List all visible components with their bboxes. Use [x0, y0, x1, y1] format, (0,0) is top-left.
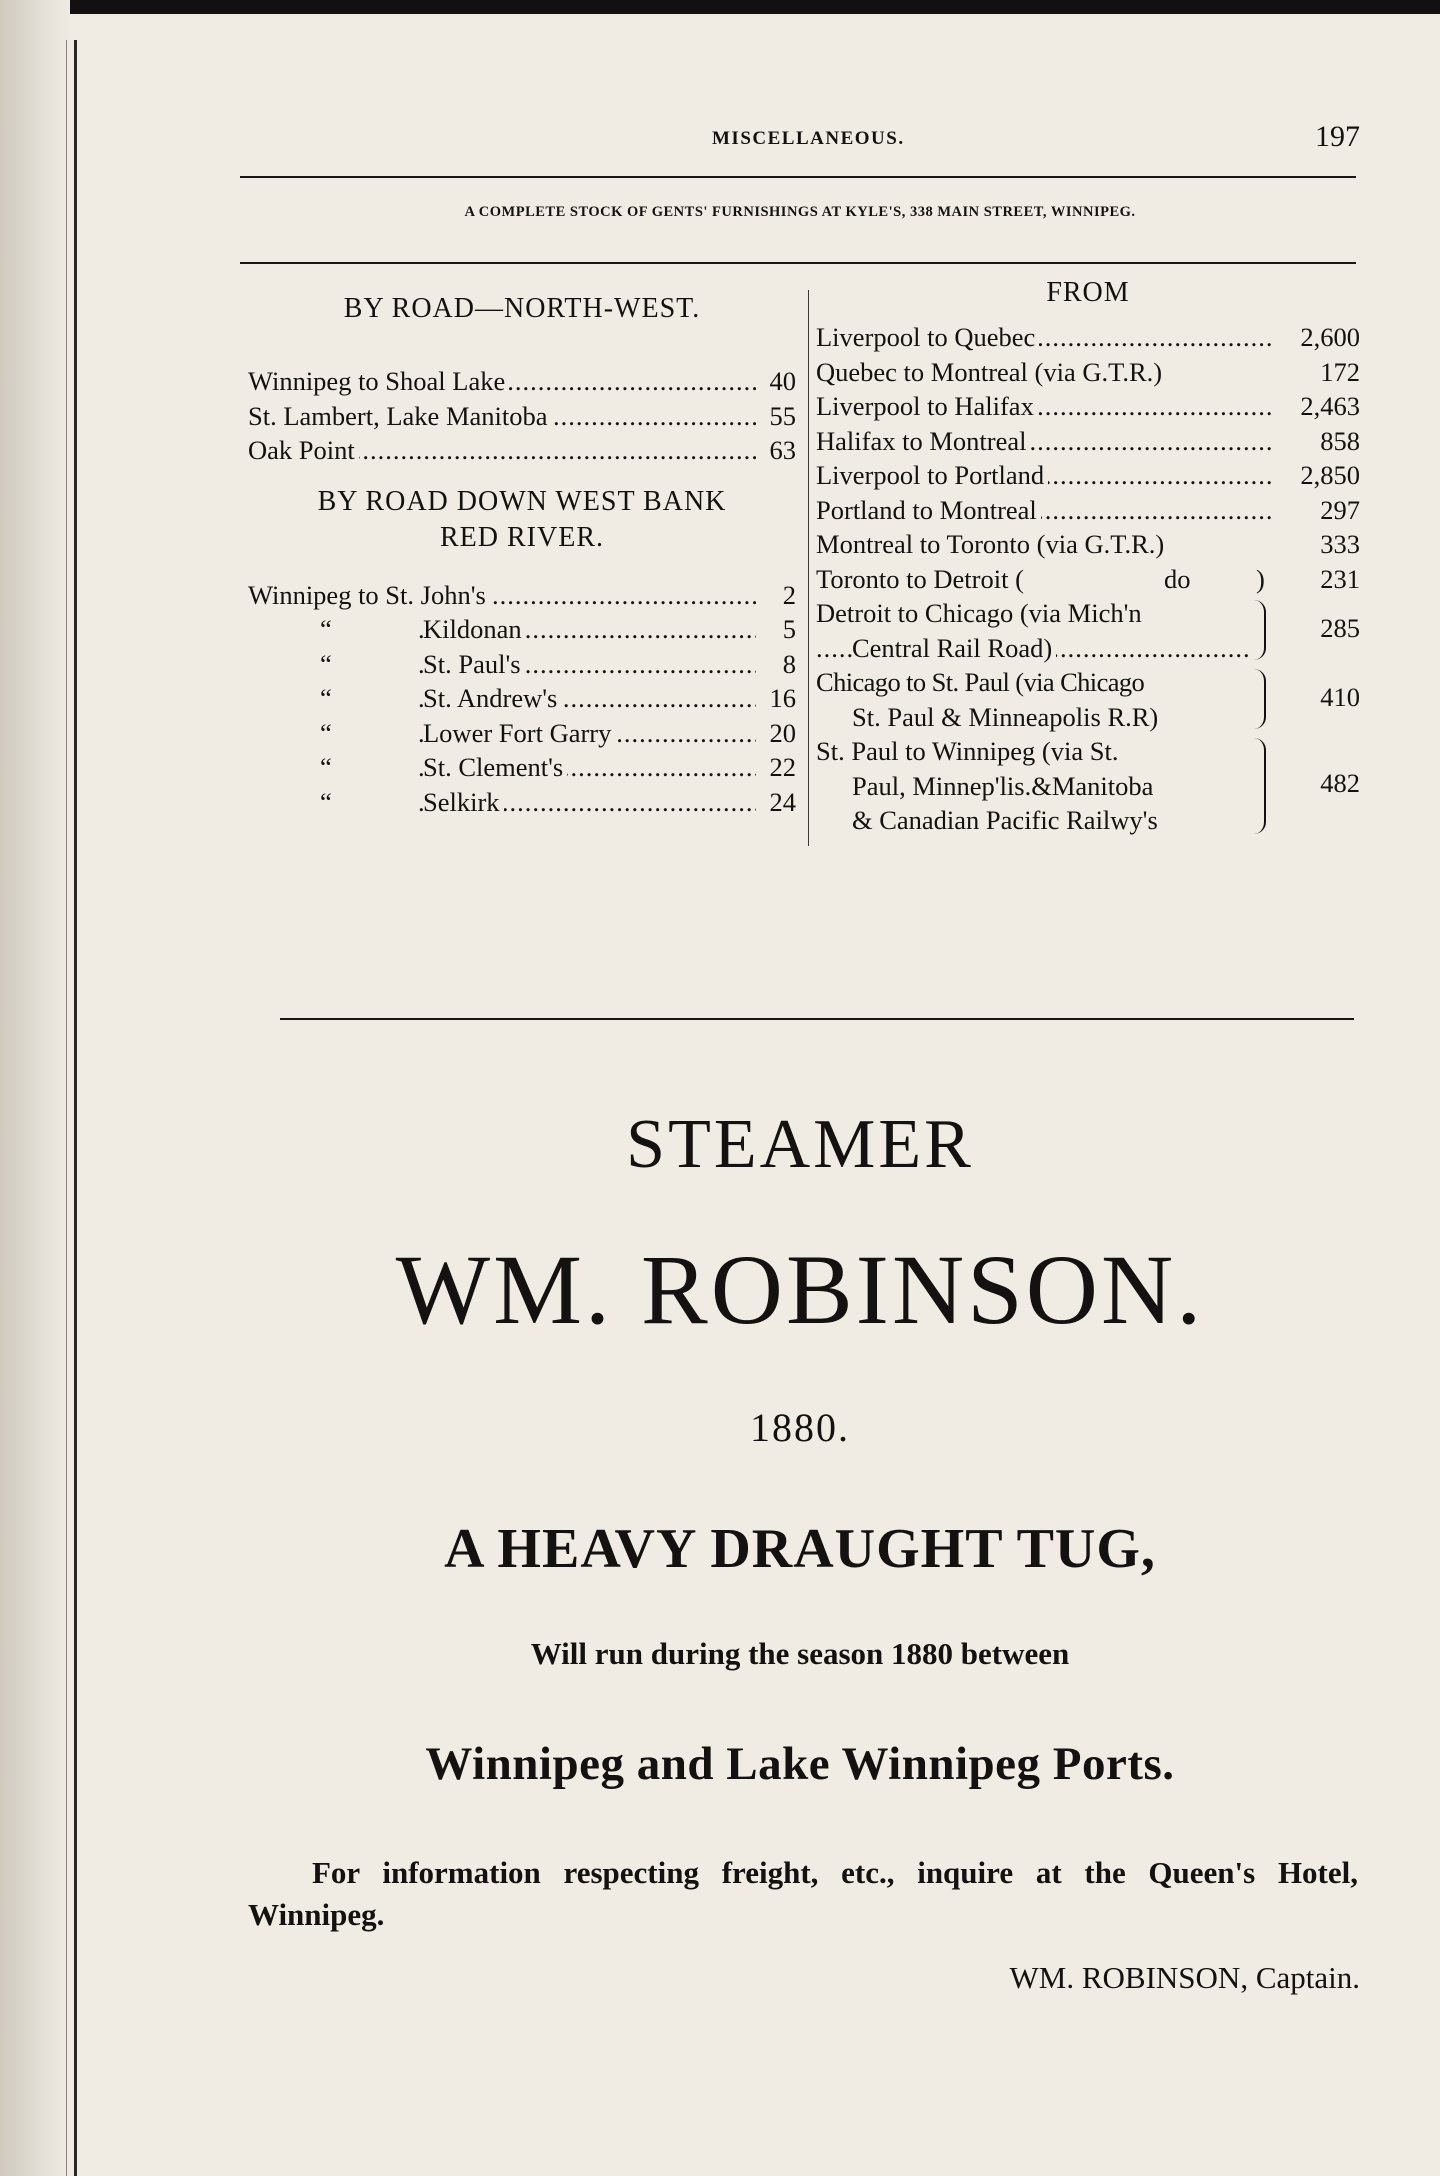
- route-group: [816, 665, 1360, 734]
- distance-row: [248, 681, 796, 716]
- route-distance: 297: [1314, 493, 1360, 528]
- route-name: Quebec to Montreal (via G.T.R.): [816, 355, 1166, 390]
- page-header: [240, 120, 1360, 160]
- route-distance: 285: [1314, 613, 1360, 644]
- distance-value: 55: [764, 399, 797, 434]
- heading-west-bank-1: BY ROAD DOWN WEST BANK: [317, 485, 727, 517]
- route-distance: 172: [1314, 355, 1360, 390]
- route-row: [816, 320, 1360, 355]
- route-group: [816, 734, 1360, 838]
- place-name: St. Clement's: [423, 750, 567, 785]
- distance-value: 63: [764, 433, 797, 468]
- advert-rule: [240, 262, 1356, 264]
- ditto-mark: “: [320, 648, 332, 679]
- distance-row: [248, 647, 796, 682]
- heading-road-north-west: BY ROAD—NORTH-WEST.: [343, 293, 701, 324]
- distance-value: 20: [764, 716, 797, 751]
- route-name: Toronto to Detroit (: [816, 562, 1028, 597]
- route-line: [816, 769, 1360, 804]
- header-rule: [240, 176, 1356, 178]
- book-page: [240, 0, 1360, 2176]
- book-spine-shadow: [0, 0, 70, 2176]
- ditto-mark: “: [320, 752, 332, 782]
- distance-row: [248, 716, 796, 751]
- route-line: [816, 700, 1360, 735]
- ad-steamer: STEAMER: [626, 1106, 974, 1183]
- route-row: [816, 424, 1360, 459]
- brace-mark: [1254, 738, 1266, 834]
- place-name: Kildonan: [423, 612, 526, 647]
- route-name: Chicago to St. Paul (via Chicago: [816, 665, 1148, 700]
- route-name: Portland to Montreal: [816, 493, 1041, 528]
- ad-tagline: A HEAVY DRAUGHT TUG,: [444, 1518, 1156, 1580]
- route-name: Paul, Minnep'lis.&Manitoba: [852, 769, 1157, 804]
- heading-from: FROM: [1046, 277, 1130, 308]
- distance-row: [248, 785, 796, 820]
- ad-vessel-name: WM. ROBINSON.: [395, 1234, 1205, 1345]
- distance-row: [248, 612, 796, 647]
- route-ditto: do: [1164, 563, 1191, 594]
- place-name: Selkirk: [423, 785, 504, 820]
- route-name: Liverpool to Quebec: [816, 320, 1039, 355]
- distance-row: [248, 364, 796, 399]
- route-name: Liverpool to Portland: [816, 458, 1048, 493]
- brace-mark: [1254, 669, 1266, 729]
- route-row: [816, 493, 1360, 528]
- route-row: [816, 527, 1360, 562]
- route-name: Montreal to Toronto (via G.T.R.): [816, 527, 1168, 562]
- place-name: St. Lambert, Lake Manitoba: [248, 399, 552, 434]
- distance-value: 2: [777, 578, 796, 613]
- ditto-mark: “: [320, 614, 332, 644]
- route-name: Liverpool to Halifax: [816, 389, 1038, 424]
- advert-line: A COMPLETE STOCK OF GENTS' FURNISHINGS AT KYLE'S, 338 MAIN STREET, WINNIPEG.: [464, 204, 1136, 220]
- route-name: St. Paul to Winnipeg (via St.: [816, 734, 1122, 769]
- distance-value: 22: [764, 750, 797, 785]
- route-name: Detroit to Chicago (via Mich'n: [816, 596, 1146, 631]
- route-row: [816, 458, 1360, 493]
- column-divider: [808, 290, 809, 846]
- distance-value: 8: [777, 647, 796, 682]
- distance-value: 5: [777, 612, 796, 647]
- route-name: St. Paul & Minneapolis R.R): [852, 700, 1162, 735]
- distance-row: [248, 750, 796, 785]
- route-distance: 482: [1314, 768, 1360, 799]
- ad-ports: Winnipeg and Lake Winnipeg Ports.: [425, 1738, 1175, 1790]
- heading-west-bank-2: RED RIVER.: [440, 521, 604, 553]
- route-distance: 333: [1314, 527, 1360, 562]
- route-paren: ): [1256, 563, 1265, 594]
- distance-value: 24: [764, 785, 797, 820]
- section-title: MISCELLANEOUS.: [712, 128, 905, 149]
- route-row: [816, 355, 1360, 390]
- place-name: Lower Fort Garry: [423, 716, 615, 751]
- page-number: 197: [1315, 120, 1360, 153]
- right-column: [816, 276, 1360, 838]
- ad-run-line: Will run during the season 1880 between: [530, 1636, 1070, 1671]
- spine-edge-thin: [66, 40, 67, 2176]
- route-name: Central Rail Road): [852, 631, 1056, 666]
- left-column: [248, 292, 796, 819]
- ditto-mark: “: [320, 717, 332, 748]
- section-rule: [280, 1018, 1354, 1020]
- distance-row: [248, 399, 796, 434]
- distance-value: 40: [764, 364, 797, 399]
- route-line: [816, 803, 1360, 838]
- route-row: [816, 389, 1360, 424]
- ad-info: For information respecting freight, etc., inquire at the Queen's Hotel, Winnipeg.: [248, 1855, 1358, 1932]
- place-name: Winnipeg to Shoal Lake: [248, 364, 509, 399]
- ditto-mark: “: [320, 683, 332, 713]
- route-row: [816, 562, 1360, 597]
- place-name: Oak Point: [248, 433, 359, 468]
- ad-signature: WM. ROBINSON, Captain.: [1009, 1960, 1360, 1995]
- route-distance: 2,463: [1294, 389, 1360, 424]
- distance-value: 16: [764, 681, 797, 716]
- place-name: Winnipeg to St. John's: [248, 578, 490, 613]
- route-name: Halifax to Montreal: [816, 424, 1030, 459]
- place-name: St. Andrew's: [423, 681, 561, 716]
- route-name: & Canadian Pacific Railwy's: [852, 803, 1162, 838]
- route-distance: 2,600: [1294, 320, 1360, 355]
- route-distance: 231: [1314, 562, 1360, 597]
- route-distance: 2,850: [1294, 458, 1360, 493]
- route-line: [816, 734, 1360, 769]
- route-line: [816, 596, 1360, 631]
- route-line: [816, 665, 1360, 700]
- distance-row: [248, 578, 796, 613]
- spine-edge-line: [74, 40, 77, 2176]
- ad-year: 1880.: [750, 1405, 850, 1450]
- route-distance: 410: [1314, 682, 1360, 713]
- place-name: St. Paul's: [423, 647, 525, 682]
- distance-row: [248, 433, 796, 468]
- route-distance: 858: [1314, 424, 1360, 459]
- route-line: [816, 631, 1360, 666]
- route-group: [816, 596, 1360, 665]
- ditto-mark: “: [320, 786, 332, 817]
- brace-mark: [1254, 600, 1266, 660]
